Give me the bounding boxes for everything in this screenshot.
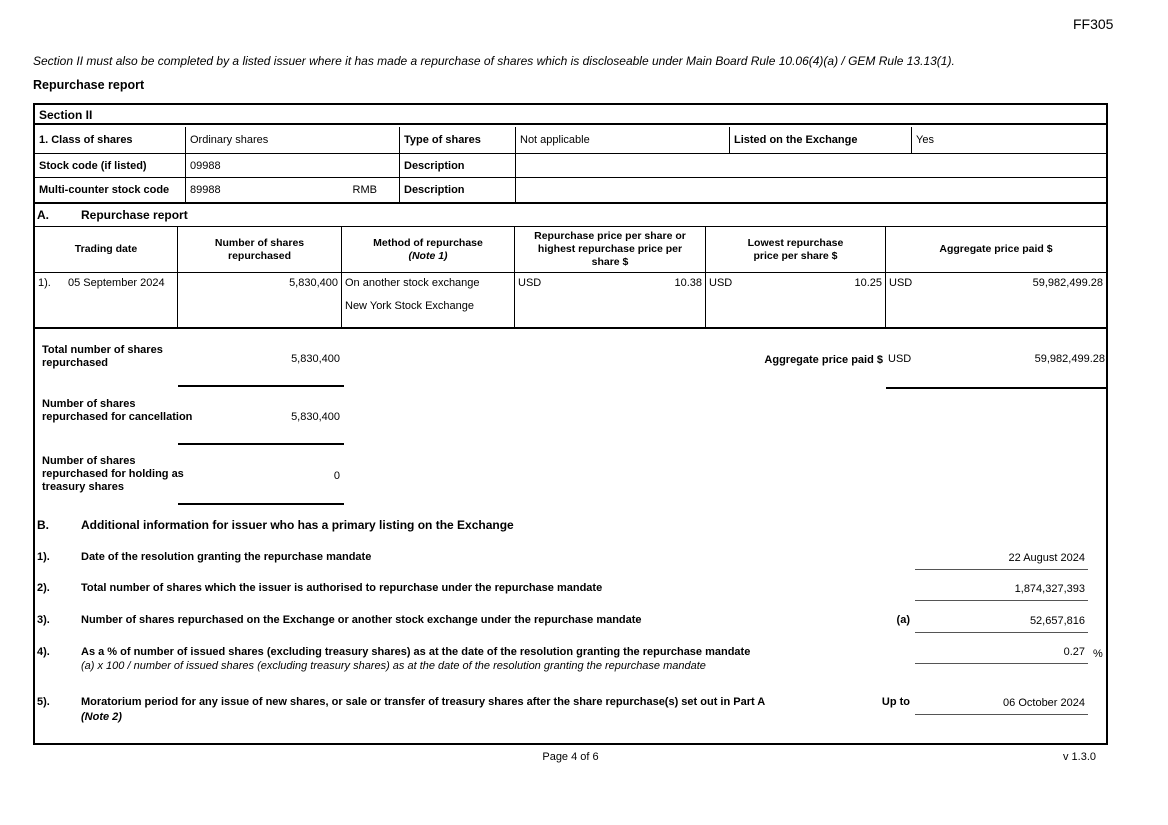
col-price-low: Lowest repurchase price per share $	[706, 227, 886, 273]
treasury-value: 0	[178, 465, 344, 505]
row-price-low	[706, 273, 886, 327]
method-line1: On another stock exchange	[345, 277, 480, 289]
repurchase-form	[33, 103, 1108, 745]
price-low-currency: USD	[709, 277, 733, 289]
col-shares: Number of shares repurchased	[178, 227, 342, 273]
type-of-shares-label: Type of shares	[400, 127, 516, 154]
section2-info-table	[35, 127, 1106, 204]
stock-code-value: 09988	[186, 154, 400, 178]
listed-on-exchange-value: Yes	[912, 127, 1106, 154]
item3-text: Number of shares repurchased on the Exchange or another stock exchange under the repurchase mandate	[81, 614, 642, 626]
col-method: Method of repurchase (Note 1)	[342, 227, 515, 273]
aggregate-paid-label: Aggregate price paid $	[764, 354, 883, 366]
description1-value	[516, 154, 1106, 178]
section2-instruction: Section II must also be completed by a listed issuer where it has made a repurchase of shares which is discloseable under Main Board Rule 10.06(4)(a) / GEM Rule 13.13(1).	[33, 54, 955, 68]
price-high-value: 10.38	[674, 277, 702, 289]
item1-value: 22 August 2024	[915, 552, 1088, 570]
item4-text: As a % of number of issued shares (excluding treasury shares) as at the date of the resolution granting the repurchase mandate	[81, 646, 751, 658]
col-aggregate: Aggregate price paid $	[886, 227, 1106, 273]
row-trading-date	[35, 273, 178, 327]
form-code: FF305	[1073, 16, 1114, 32]
price-high-currency: USD	[518, 277, 542, 289]
section-b-title: Additional information for issuer who has a primary listing on the Exchange	[81, 518, 514, 532]
multi-counter-currency: RMB	[352, 184, 377, 196]
aggregate-paid-value-box	[886, 351, 1106, 389]
description2-label: Description	[400, 178, 516, 202]
description2-value	[516, 178, 1106, 202]
item5-note: (Note 2)	[81, 711, 122, 723]
row-index: 1).	[38, 277, 51, 289]
row-price-high	[515, 273, 706, 327]
multi-counter-label: Multi-counter stock code	[35, 178, 186, 202]
section-a-letter: A.	[37, 208, 49, 222]
item5-text: Moratorium period for any issue of new shares, or sale or transfer of treasury shares after the share repurchase(s) set out in Part A	[81, 696, 766, 708]
item5-value: 06 October 2024	[915, 697, 1088, 715]
aggregate-value: 59,982,499.28	[1032, 277, 1103, 289]
item3-number: 3).	[37, 614, 50, 626]
aggregate-currency: USD	[889, 277, 913, 289]
treasury-label: Number of shares repurchased for holding as treasury shares	[42, 455, 184, 493]
listed-on-exchange-label: Listed on the Exchange	[730, 127, 912, 154]
item2-text: Total number of shares which the issuer is authorised to repurchase under the repurchase mandate	[81, 582, 603, 594]
item2-number: 2).	[37, 582, 50, 594]
col-method-note: (Note 1)	[408, 249, 448, 262]
row-aggregate	[886, 273, 1106, 327]
multi-counter-code: 89988	[190, 184, 221, 196]
method-line2: New York Stock Exchange	[345, 300, 475, 312]
item1-text: Date of the resolution granting the repurchase mandate	[81, 551, 372, 563]
description1-label: Description	[400, 154, 516, 178]
page-number: Page 4 of 6	[542, 751, 599, 763]
form-version: v 1.3.0	[1062, 751, 1096, 763]
aggregate-paid-value: 59,982,499.28	[1034, 353, 1105, 365]
row-shares: 5,830,400	[178, 273, 342, 327]
type-of-shares-value: Not applicable	[516, 127, 730, 154]
item5-number: 5).	[37, 696, 50, 708]
item4-unit: %	[1093, 648, 1103, 660]
multi-counter-value	[186, 178, 400, 202]
item3-value: 52,657,816	[915, 615, 1088, 633]
item3-marker: (a)	[896, 614, 910, 626]
row-method	[342, 273, 515, 327]
col-trading-date: Trading date	[35, 227, 178, 273]
total-shares-value: 5,830,400	[178, 351, 344, 387]
page-title: Repurchase report	[33, 78, 145, 92]
section-a-title: Repurchase report	[81, 208, 188, 222]
item5-prefix: Up to	[881, 696, 910, 708]
trading-date-value: 05 September 2024	[68, 277, 165, 289]
col-price-high: Repurchase price per share or highest repurchase price per share $	[515, 227, 706, 273]
item4-subtext: (a) x 100 / number of issued shares (excluding treasury shares) as at the date of the resolution granting the repurchase mandate	[81, 660, 706, 672]
section-b-letter: B.	[37, 518, 49, 532]
aggregate-paid-currency: USD	[888, 353, 912, 365]
total-shares-label: Total number of shares repurchased	[42, 344, 163, 369]
class-of-shares-value: Ordinary shares	[186, 127, 400, 154]
stock-code-label: Stock code (if listed)	[35, 154, 186, 178]
item4-value: 0.27	[915, 646, 1088, 664]
item4-number: 4).	[37, 646, 50, 658]
section2-header: Section II	[35, 105, 1106, 125]
class-of-shares-label: 1. Class of shares	[35, 127, 186, 154]
cancellation-value: 5,830,400	[178, 407, 344, 445]
item1-number: 1).	[37, 551, 50, 563]
item2-value: 1,874,327,393	[915, 583, 1088, 601]
price-low-value: 10.25	[854, 277, 882, 289]
repurchase-table	[35, 226, 1106, 329]
cancellation-label: Number of shares repurchased for cancellation	[42, 398, 193, 423]
